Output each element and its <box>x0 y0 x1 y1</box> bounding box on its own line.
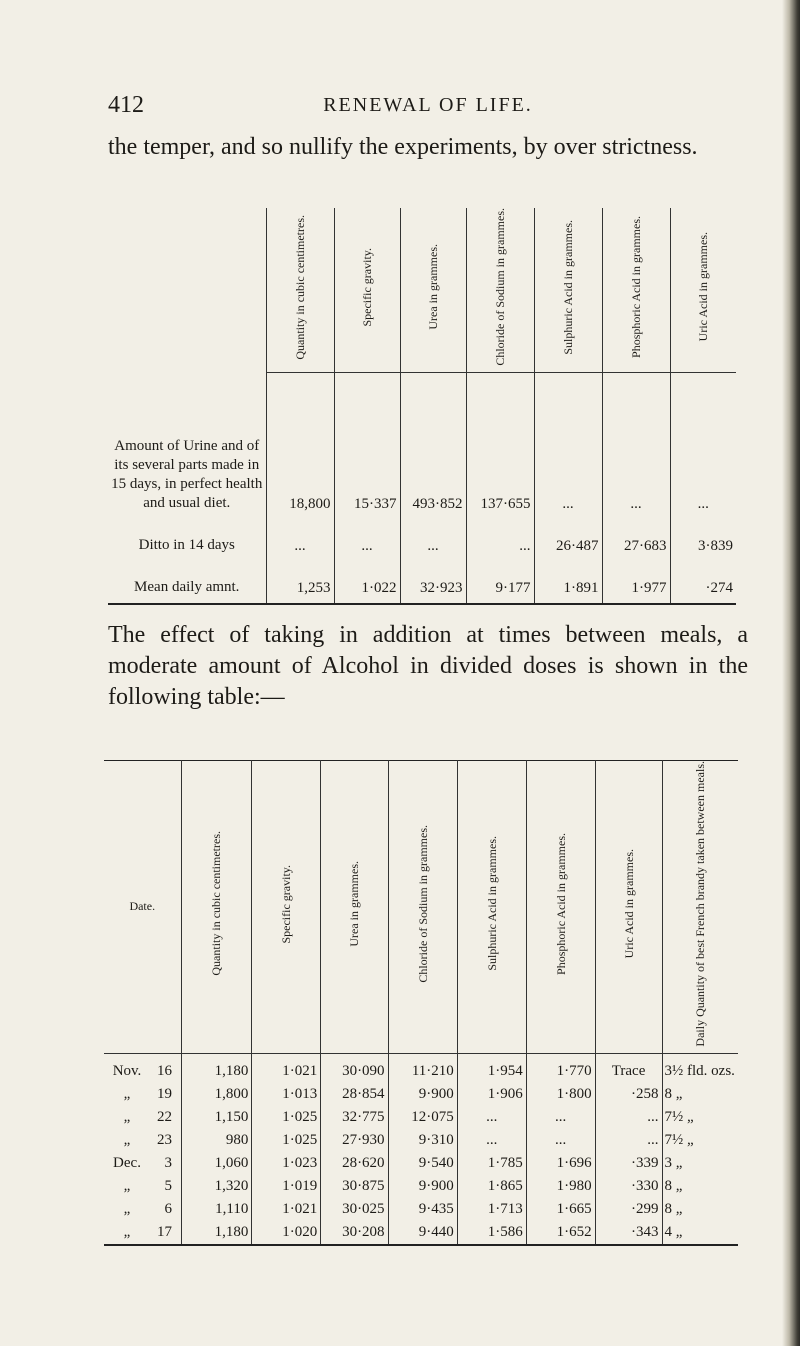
col-header-urea: Urea in grammes. <box>400 208 466 372</box>
cell-value: 15·337 <box>334 372 400 519</box>
cell-value: 9·177 <box>466 561 534 604</box>
cell-value: 9·435 <box>388 1198 457 1221</box>
col-header-uric-acid: Uric Acid in grammes. <box>670 208 736 372</box>
cell-value: 1·977 <box>602 561 670 604</box>
date-cell: Dec. 3 <box>113 1154 172 1171</box>
cell-value: ·258 <box>595 1083 662 1106</box>
cell-value: 1·865 <box>457 1175 526 1198</box>
cell-value: 1,150 <box>181 1106 252 1129</box>
table-row <box>104 1198 738 1221</box>
cell-value: 1·980 <box>526 1175 595 1198</box>
cell-value: ... <box>400 519 466 561</box>
table-row <box>104 1053 738 1083</box>
col-header-phosphoric-acid: Phosphoric Acid in grammes. <box>526 761 595 1054</box>
col-header-specific-gravity: Specific gravity. <box>252 761 321 1054</box>
cell-value: 12·075 <box>388 1106 457 1129</box>
table-row <box>104 1152 738 1175</box>
col-header-chloride-sodium: Chloride of Sodium in grammes. <box>466 208 534 372</box>
cell-value: 1·665 <box>526 1198 595 1221</box>
cell-value: ... <box>466 519 534 561</box>
date-cell: „ 5 <box>123 1177 172 1194</box>
col-header-phosphoric-acid: Phosphoric Acid in grammes. <box>602 208 670 372</box>
cell-value: 1·019 <box>252 1175 321 1198</box>
col-header-sulphuric-acid: Sulphuric Acid in grammes. <box>534 208 602 372</box>
cell-value: 1,180 <box>181 1053 252 1083</box>
col-header-urea: Urea in grammes. <box>321 761 388 1054</box>
date-cell: „ 22 <box>123 1108 172 1125</box>
date-cell: „ 23 <box>123 1131 172 1148</box>
page-edge-shadow <box>782 0 800 1346</box>
table-row <box>108 372 736 519</box>
cell-value: 26·487 <box>534 519 602 561</box>
table-row <box>104 1221 738 1245</box>
cell-value: 8 „ <box>662 1083 738 1106</box>
cell-value: 1·025 <box>252 1106 321 1129</box>
cell-value: 1·022 <box>334 561 400 604</box>
cell-value: ... <box>266 519 334 561</box>
date-cell: „ 6 <box>123 1200 172 1217</box>
col-header-brandy: Daily Quantity of best French brandy taken between meals. <box>662 761 738 1054</box>
col-header-sulphuric-acid: Sulphuric Acid in grammes. <box>457 761 526 1054</box>
cell-value: 1,060 <box>181 1152 252 1175</box>
cell-value: 27·683 <box>602 519 670 561</box>
cell-value: 8 „ <box>662 1198 738 1221</box>
col-header-quantity: Quantity in cubic centimetres. <box>266 208 334 372</box>
cell-value: ·330 <box>595 1175 662 1198</box>
page-number: 412 <box>108 92 144 118</box>
paragraph-intro: the temper, and so nullify the experiments, by over strictness. <box>108 134 698 160</box>
cell-value: ... <box>526 1106 595 1129</box>
table-header-row <box>104 761 738 1054</box>
row-label: Amount of Urine and of its several parts made in 15 days, in perfect health and usual diet. <box>111 437 263 511</box>
cell-value: 1,800 <box>181 1083 252 1106</box>
row-label: Ditto in 14 days <box>138 536 235 553</box>
col-header-uric-acid: Uric Acid in grammes. <box>595 761 662 1054</box>
cell-value: ... <box>526 1129 595 1152</box>
cell-value: 1·021 <box>252 1198 321 1221</box>
cell-value: 9·900 <box>388 1175 457 1198</box>
cell-value: 32·775 <box>321 1106 388 1129</box>
cell-value: 9·440 <box>388 1221 457 1245</box>
cell-value: Trace <box>595 1053 662 1083</box>
cell-value: 1·770 <box>526 1053 595 1083</box>
cell-value: ... <box>534 372 602 519</box>
cell-value: 1·785 <box>457 1152 526 1175</box>
col-header-quantity: Quantity in cubic centimetres. <box>181 761 252 1054</box>
cell-value: 28·620 <box>321 1152 388 1175</box>
cell-value: 1·652 <box>526 1221 595 1245</box>
cell-value: ... <box>595 1129 662 1152</box>
row-label: Mean daily amnt. <box>134 578 240 595</box>
col-header-specific-gravity: Specific gravity. <box>334 208 400 372</box>
cell-value: ·274 <box>670 561 736 604</box>
cell-value: 18,800 <box>266 372 334 519</box>
table-row <box>104 1175 738 1198</box>
cell-value: 1,110 <box>181 1198 252 1221</box>
cell-value: 30·090 <box>321 1053 388 1083</box>
cell-value: 9·310 <box>388 1129 457 1152</box>
running-title: RENEWAL OF LIFE. <box>323 94 533 116</box>
cell-value: ·339 <box>595 1152 662 1175</box>
cell-value: 1·586 <box>457 1221 526 1245</box>
alcohol-effect-table <box>104 760 738 1246</box>
cell-value: 1·025 <box>252 1129 321 1152</box>
cell-value: 493·852 <box>400 372 466 519</box>
cell-value: 4 „ <box>662 1221 738 1245</box>
col-header-chloride-sodium: Chloride of Sodium in grammes. <box>388 761 457 1054</box>
cell-value: ... <box>457 1106 526 1129</box>
table-row <box>108 561 736 604</box>
date-cell: „ 19 <box>123 1085 172 1102</box>
cell-value: ·343 <box>595 1221 662 1245</box>
cell-value: 30·025 <box>321 1198 388 1221</box>
urine-analysis-table <box>108 208 736 605</box>
cell-value: ... <box>602 372 670 519</box>
cell-value: 30·208 <box>321 1221 388 1245</box>
cell-value: 1·713 <box>457 1198 526 1221</box>
cell-value: 1·023 <box>252 1152 321 1175</box>
col-header-date: Date. <box>104 761 181 1054</box>
cell-value: 1·020 <box>252 1221 321 1245</box>
page-header <box>108 92 748 120</box>
cell-value: 1,180 <box>181 1221 252 1245</box>
cell-value: 8 „ <box>662 1175 738 1198</box>
date-cell: Nov. 16 <box>112 1062 172 1079</box>
cell-value: ... <box>670 372 736 519</box>
cell-value: 7½ „ <box>662 1106 738 1129</box>
cell-value: 11·210 <box>388 1053 457 1083</box>
cell-value: ... <box>334 519 400 561</box>
cell-value: 3 „ <box>662 1152 738 1175</box>
cell-value: 1,320 <box>181 1175 252 1198</box>
cell-value: 3½ fld. ozs. <box>662 1053 738 1083</box>
row-label-header <box>108 208 266 372</box>
table-row <box>104 1106 738 1129</box>
cell-value: 1·800 <box>526 1083 595 1106</box>
cell-value: 137·655 <box>466 372 534 519</box>
cell-value: 9·540 <box>388 1152 457 1175</box>
cell-value: 1·906 <box>457 1083 526 1106</box>
cell-value: 9·900 <box>388 1083 457 1106</box>
table-row <box>104 1129 738 1152</box>
table-row <box>108 519 736 561</box>
cell-value: 7½ „ <box>662 1129 738 1152</box>
cell-value: 1·891 <box>534 561 602 604</box>
cell-value: 3·839 <box>670 519 736 561</box>
cell-value: 1·696 <box>526 1152 595 1175</box>
cell-value: 28·854 <box>321 1083 388 1106</box>
cell-value: ·299 <box>595 1198 662 1221</box>
cell-value: 32·923 <box>400 561 466 604</box>
cell-value: 1·021 <box>252 1053 321 1083</box>
cell-value: ... <box>457 1129 526 1152</box>
cell-value: 980 <box>181 1129 252 1152</box>
cell-value: 1·013 <box>252 1083 321 1106</box>
table-row <box>104 1083 738 1106</box>
paragraph-alcohol: The effect of taking in addition at times between meals, a moderate amount of Alcohol in divided doses is shown in the following table:— <box>108 622 748 710</box>
cell-value: 1·954 <box>457 1053 526 1083</box>
date-cell: „ 17 <box>123 1223 172 1240</box>
cell-value: 27·930 <box>321 1129 388 1152</box>
table-header-row <box>108 208 736 372</box>
cell-value: 1,253 <box>266 561 334 604</box>
cell-value: 30·875 <box>321 1175 388 1198</box>
cell-value: ... <box>595 1106 662 1129</box>
